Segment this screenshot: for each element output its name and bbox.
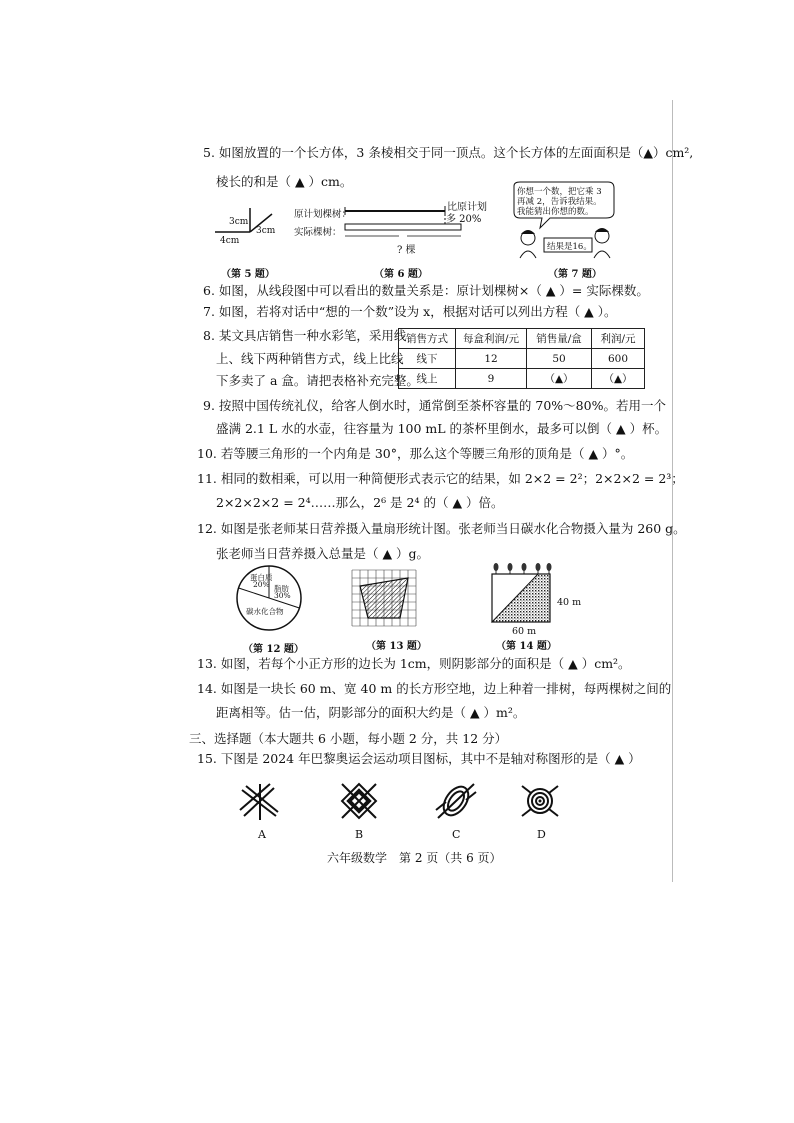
table-cell: （▲）	[592, 369, 645, 389]
pie-slice-protein-pct: 20%	[253, 580, 270, 589]
table-header-cell: 每盒利润/元	[456, 329, 527, 349]
figure-5-depth-label: 3cm	[256, 226, 276, 236]
figure-6-note-line1: 比原计划	[447, 202, 487, 213]
figure-5-caption: （第 5 题）	[221, 269, 275, 280]
figure-6-question-mark: ? 棵	[397, 245, 416, 256]
pie-slice-carbs-label: 碳水化合物	[246, 607, 284, 616]
option-d-sport-icon	[518, 780, 562, 822]
table-cell: 12	[456, 349, 527, 369]
section-3-heading: 三、选择题（本大题共 6 小题，每小题 2 分，共 12 分）	[189, 731, 508, 746]
table-cell: 线上	[399, 369, 456, 389]
question-12-line2: 张老师当日营养摄入总量是（ ▲ ）g。	[216, 546, 430, 561]
question-8-line1: 8. 某文具店销售一种水彩笔，采用线	[203, 328, 407, 343]
figure-13-grid-shaded-area	[352, 570, 416, 626]
option-b-label: B	[355, 828, 364, 841]
table-row	[399, 369, 645, 389]
question-14-line2: 距离相等。估一估，阴影部分的面积大约是（ ▲ ）m²。	[216, 705, 526, 720]
table-cell: （▲）	[527, 369, 592, 389]
pie-slice-fat-label: 脂肪	[274, 584, 289, 593]
figure-6-actual-label: 实际棵树：	[294, 227, 342, 238]
figure-14-caption: （第 14 题）	[496, 641, 557, 652]
question-15: 15. 下图是 2024 年巴黎奥运会运动项目图标，其中不是轴对称图形的是（ ▲ ）	[197, 751, 641, 766]
question-9-line1: 9. 按照中国传统礼仪，给客人倒水时，通常倒至茶杯容量的 70%～80%。若用一个	[203, 398, 666, 413]
question-9-line2: 盛满 2.1 L 水的水壶，往容量为 100 mL 的茶杯里倒水，最多可以倒（ ▲ ）杯。	[216, 421, 668, 436]
option-a-label: A	[258, 828, 266, 841]
question-8-line2: 上、线下两种销售方式，线上比线	[216, 351, 404, 366]
question-13: 13. 如图，若每个小正方形的边长为 1cm，则阴影部分的面积是（ ▲ ）cm²。	[197, 656, 631, 671]
figure-14-height-label: 40 m	[557, 597, 582, 608]
pie-slice-protein-label: 蛋白质	[250, 573, 273, 582]
figure-7-bubble-line3: 我能猜出你想的数。	[517, 207, 594, 217]
page-footer: 六年级数学 第 2 页（共 6 页）	[327, 851, 502, 865]
table-header-row	[399, 329, 645, 349]
figure-12-caption: （第 12 题）	[243, 644, 304, 655]
figure-13-caption: （第 13 题）	[366, 641, 427, 652]
table-cell: 600	[592, 349, 645, 369]
figure-6-planned-label: 原计划棵树：	[294, 209, 352, 220]
question-12-line1: 12. 如图是张老师某日营养摄入量扇形统计图。张老师当日碳水化合物摄入量为 260 g。	[197, 521, 686, 536]
table-header-cell: 利润/元	[592, 329, 645, 349]
table-cell: 线下	[399, 349, 456, 369]
figure-6-caption: （第 6 题）	[374, 269, 428, 280]
question-11-line1: 11. 相同的数相乘，可以用一种简便形式表示它的结果，如 2×2 = 2²；2×2×2 = 2³；	[197, 471, 684, 486]
option-c-label: C	[452, 828, 461, 841]
question-5-line2: 棱长的和是（ ▲ ）cm。	[216, 174, 353, 189]
figure-5-length-label: 4cm	[220, 236, 240, 246]
question-10: 10. 若等腰三角形的一个内角是 30°，那么这个等腰三角形的顶角是（ ▲ ）°。	[197, 446, 634, 461]
option-c-sport-icon	[434, 780, 478, 822]
figure-6-note-line2: 多 20%	[446, 214, 482, 225]
pie-slice-fat-pct: 30%	[274, 591, 291, 600]
figure-7-bubble-line1: 你想一个数，把它乘 3	[517, 187, 602, 197]
table-cell: 50	[527, 349, 592, 369]
table-header-cell: 销售量/盒	[527, 329, 592, 349]
figure-14-field-with-trees	[490, 560, 552, 626]
option-a-sport-icon	[238, 782, 282, 822]
figure-7-caption: （第 7 题）	[548, 269, 602, 280]
table-cell: 9	[456, 369, 527, 389]
figure-14-width-label: 60 m	[512, 626, 537, 637]
question-8-line3: 下多卖了 a 盒。请把表格补充完整。	[216, 373, 419, 388]
question-7: 7. 如图，若将对话中“想的一个数”设为 x，根据对话可以列出方程（ ▲ ）。	[203, 304, 617, 319]
option-d-label: D	[537, 828, 546, 841]
table-header-cell: 销售方式	[399, 329, 456, 349]
page-edge-line	[672, 100, 673, 882]
figure-7-answer: 结果是16。	[547, 242, 592, 252]
option-b-sport-icon	[338, 780, 380, 822]
figure-5-height-label: 3cm	[229, 217, 249, 227]
question-5-line1: 5. 如图放置的一个长方体，3 条棱相交于同一顶点。这个长方体的左面面积是（▲）cm²,	[203, 145, 694, 160]
question-6: 6. 如图，从线段图中可以看出的数量关系是：原计划棵树×（ ▲ ）= 实际棵数。	[203, 283, 649, 298]
sales-table	[398, 328, 645, 389]
question-11-line2: 2×2×2×2 = 2⁴……那么，2⁶ 是 2⁴ 的（ ▲ ）倍。	[216, 495, 504, 510]
table-row	[399, 349, 645, 369]
question-14-line1: 14. 如图是一块长 60 m、宽 40 m 的长方形空地，边上种着一排树，每两棵树之间的	[197, 681, 672, 696]
figure-7-bubble-line2: 再减 2，告诉我结果。	[517, 197, 602, 207]
